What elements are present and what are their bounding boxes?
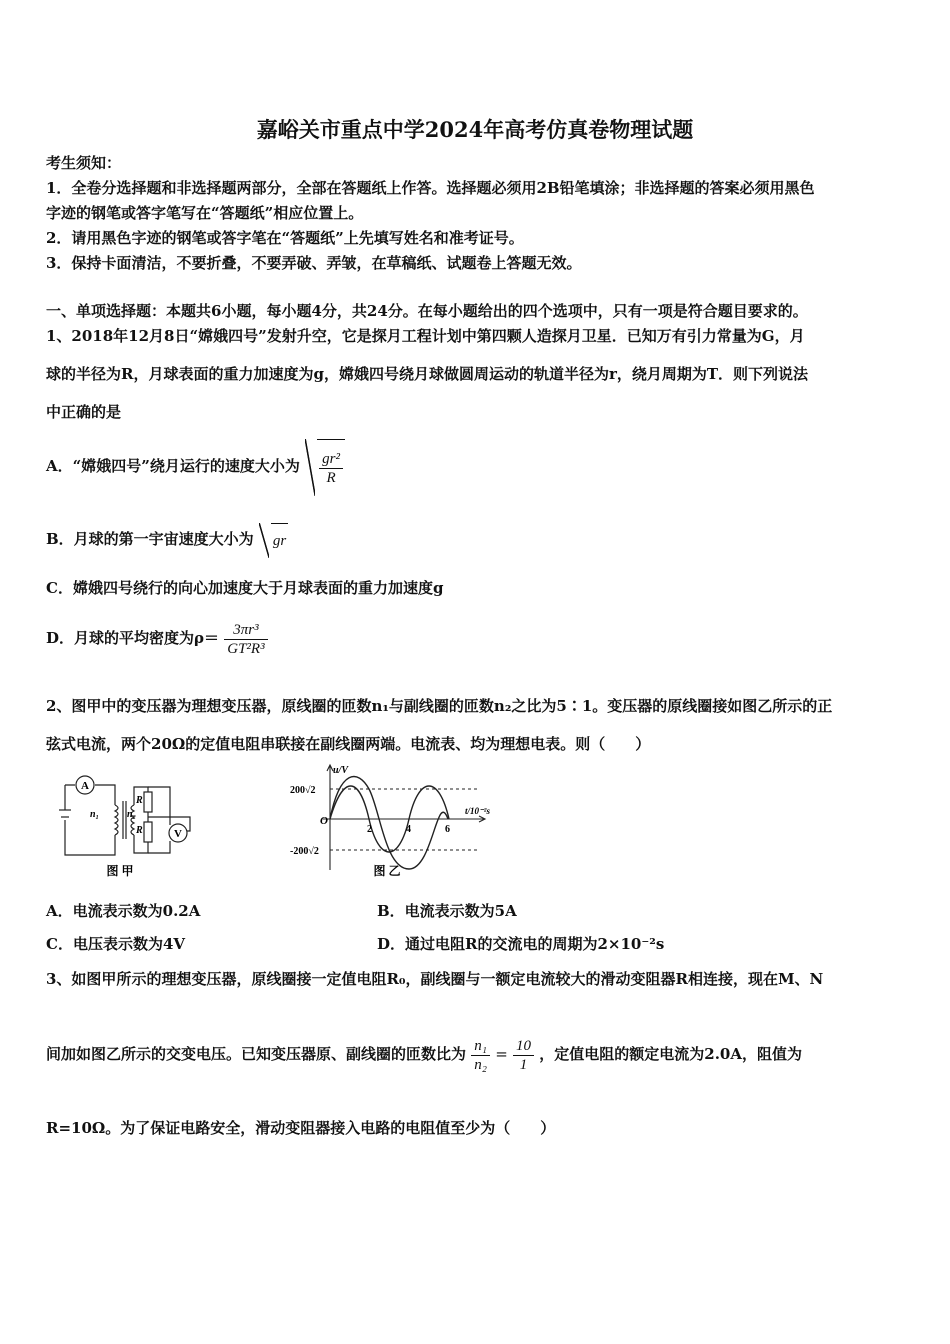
q1-option-a-fraction xyxy=(319,450,343,487)
turns-ratio-n xyxy=(471,1037,490,1074)
q1-option-c: C．嫦娥四号绕行的向心加速度大于月球表面的重力加速度g xyxy=(46,579,444,597)
figure-caption-yi: 图 乙 xyxy=(373,864,401,878)
ammeter-icon xyxy=(76,776,94,794)
q1-option-d-text: D．月球的平均密度为ρ＝ xyxy=(46,629,219,647)
q1-option-a xyxy=(46,438,345,494)
q2-line-1: 2、图甲中的变压器为理想变压器，原线圈的匝数n₁与副线圈的匝数n₂之比为5∶1。变压器的原线圈接如图乙所示的正 xyxy=(46,697,833,715)
q1-option-b xyxy=(46,522,288,558)
section-heading: 一、单项选择题：本题共6小题，每小题4分，共24分。在每小题给出的四个选项中，只有一项是符合题目要求的。 xyxy=(46,302,808,320)
figure-caption-jia: 图 甲 xyxy=(106,864,134,878)
q2-option-b: B．电流表示数为5A xyxy=(377,902,517,920)
q3-line-2 xyxy=(46,1030,802,1078)
graph-origin: O xyxy=(320,815,328,827)
graph-y-label: u/V xyxy=(333,765,349,776)
q3-line-1: 3、如图甲所示的理想变压器，原线圈接一定值电阻R₀，副线圈与一额定电流较大的滑动变阻器R相连接，现在M、N xyxy=(46,970,824,988)
page-title: 嘉峪关市重点中学2024年高考仿真卷物理试题 xyxy=(256,117,694,142)
graph-tick-4: 4 xyxy=(406,824,411,835)
sqrt-expression xyxy=(305,439,345,496)
sqrt-radicand: gr xyxy=(271,523,288,558)
graph-x-label: t/10⁻²s xyxy=(465,806,490,816)
label-r2: R xyxy=(136,825,143,836)
fraction-numerator: gr² xyxy=(319,450,343,469)
notice-item-1-cont: 字迹的钢笔或答字笔写在“答题纸”相应位置上。 xyxy=(46,204,364,222)
notice-item-3: 3．保持卡面清洁，不要折叠，不要弄破、弄皱，在草稿纸、试题卷上答题无效。 xyxy=(46,254,582,272)
fraction-numerator: 10 xyxy=(513,1037,534,1056)
q1-line-3: 中正确的是 xyxy=(46,403,122,421)
q1-line-1: 1、2018年12月8日“嫦娥四号”发射升空，它是探月工程计划中第四颗人造探月卫星．已知万有引力常量为G，月 xyxy=(46,327,805,345)
graph-tick-2: 2 xyxy=(367,824,372,835)
fraction-denominator: GT²R³ xyxy=(227,640,265,657)
q2-line-2: 弦式电流，两个20Ω的定值电阻串联接在副线圈两端。电流表、均为理想电表。则（ ） xyxy=(46,735,651,753)
q1-line-2: 球的半径为R，月球表面的重力加速度为g，嫦娥四号绕月球做圆周运动的轨道半径为r，绕月周期为T．则下列说法 xyxy=(46,365,809,383)
q3-line-2-tail: ，定值电阻的额定电流为2.0A，阻值为 xyxy=(539,1045,802,1063)
q1-option-b-text: B．月球的第一宇宙速度大小为 xyxy=(46,530,254,548)
q1-option-d xyxy=(46,612,268,664)
sqrt-expression xyxy=(259,523,288,558)
ammeter-label: A xyxy=(81,780,89,792)
label-n2: n₂ xyxy=(127,809,137,820)
label-n1: n₁ xyxy=(90,809,100,820)
fraction-numerator: 3πr³ xyxy=(224,621,267,640)
q2-option-d: D．通过电阻R的交流电的周期为2×10⁻²s xyxy=(377,935,665,953)
q1-option-d-fraction xyxy=(224,621,267,658)
graph-y-positive: 200√2 xyxy=(290,785,316,796)
label-r1: R xyxy=(136,795,143,806)
notice-item-2: 2．请用黑色字迹的钢笔或答字笔在“答题纸”上先填写姓名和准考证号。 xyxy=(46,229,524,247)
circuit-diagram xyxy=(50,765,200,880)
fraction-numerator: n₁ xyxy=(471,1037,490,1056)
turns-ratio-value xyxy=(513,1037,534,1074)
q1-option-a-text: A．“嫦娥四号”绕月运行的速度大小为 xyxy=(46,457,300,475)
graph-y-negative: -200√2 xyxy=(290,846,319,857)
notice-item-1: 1．全卷分选择题和非选择题两部分，全部在答题纸上作答。选择题必须用2B铅笔填涂；非选择题的答案必须用黑色 xyxy=(46,179,815,197)
q3-line-2-text: 间加如图乙所示的交变电压。已知变压器原、副线圈的匝数比为 xyxy=(46,1045,467,1063)
voltage-graph xyxy=(285,762,500,882)
graph-tick-6: 6 xyxy=(445,824,450,835)
fraction-denominator: 1 xyxy=(519,1056,528,1073)
fraction-denominator: n₂ xyxy=(474,1056,487,1073)
fraction-denominator: R xyxy=(326,469,336,486)
voltmeter-icon xyxy=(169,824,187,842)
q3-line-3: R=10Ω。为了保证电路安全，滑动变阻器接入电路的电阻值至少为（ ） xyxy=(46,1119,556,1137)
q2-option-a: A．电流表示数为0.2A xyxy=(46,902,201,920)
q2-option-c: C．电压表示数为4V xyxy=(46,935,186,953)
equals-sign: = xyxy=(495,1045,508,1063)
notice-heading: 考生须知： xyxy=(46,154,122,172)
voltmeter-label: V xyxy=(174,828,182,840)
